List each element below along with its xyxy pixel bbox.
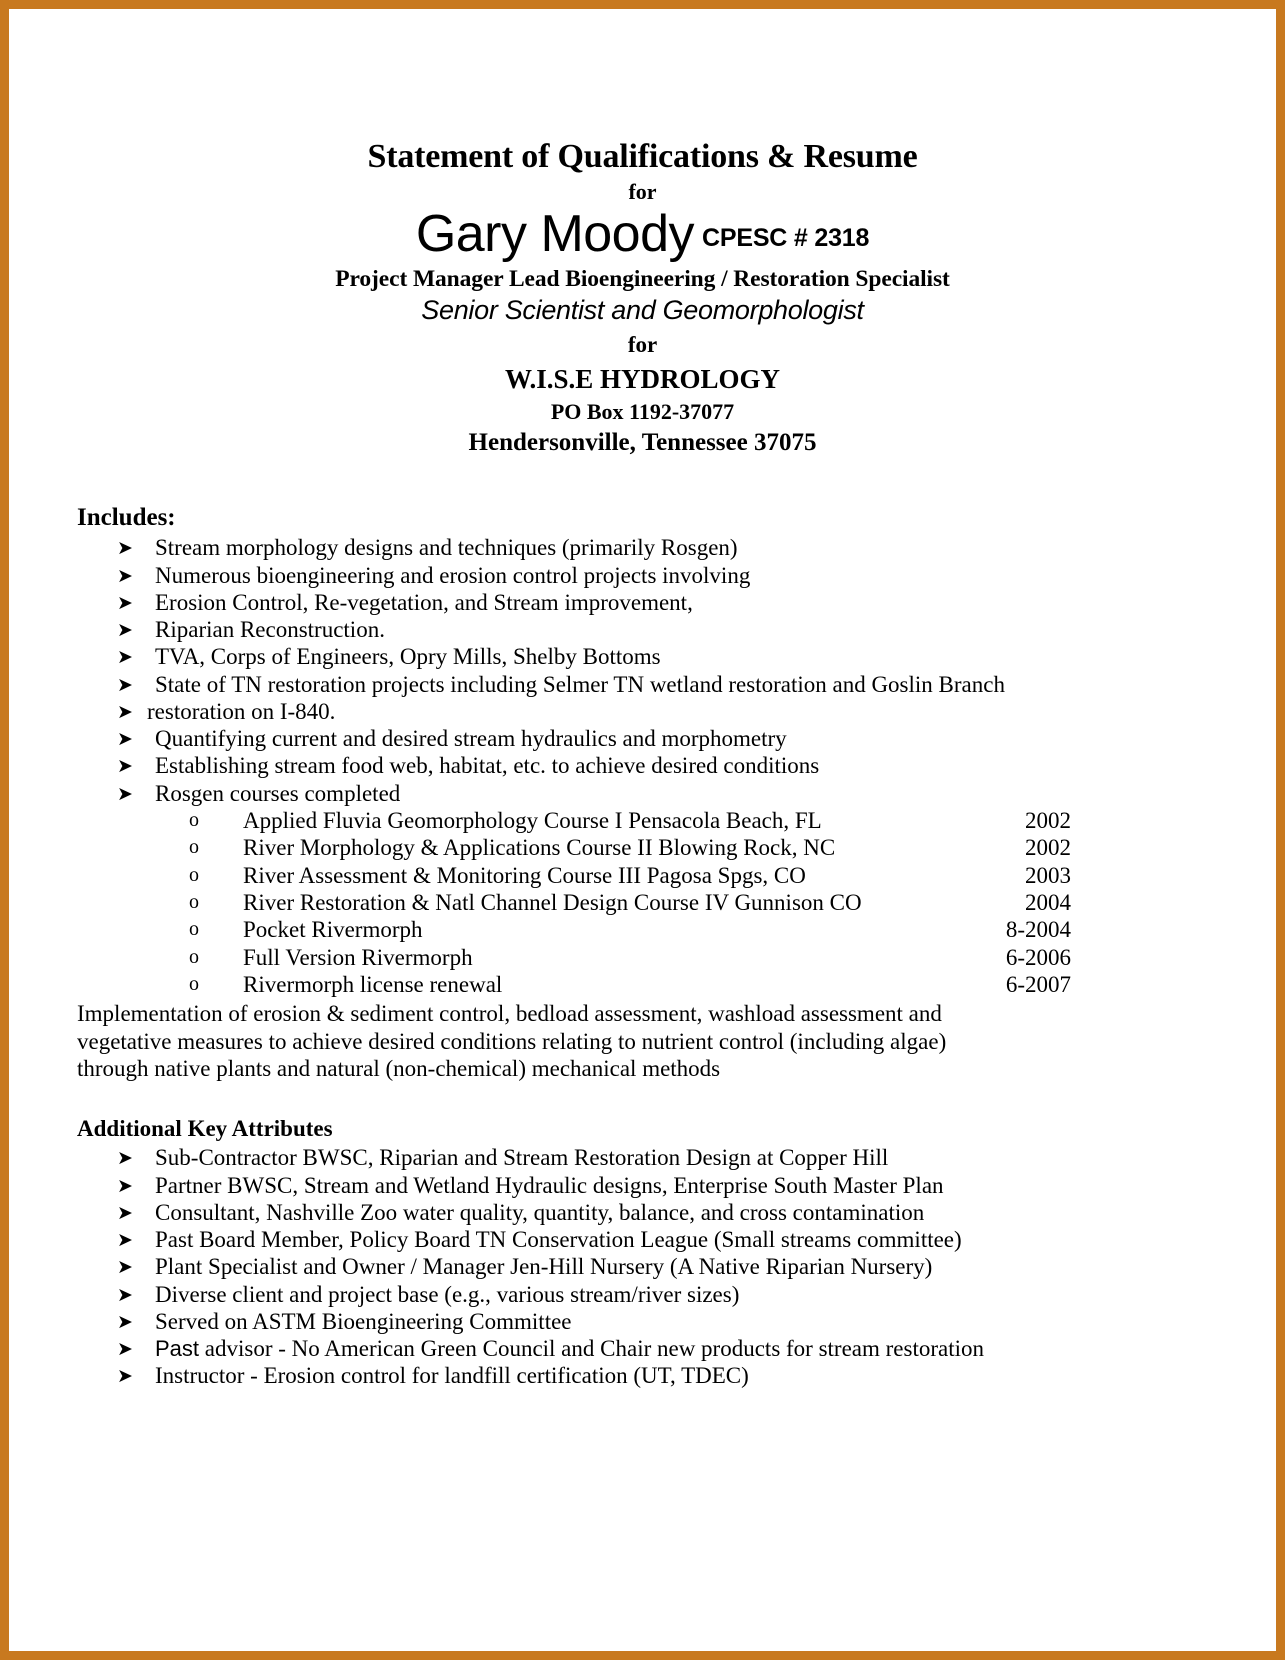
- arrow-bullet-icon: ➤: [117, 537, 133, 560]
- course-row: [71, 862, 1214, 889]
- list-item-label: Partner BWSC, Stream and Wetland Hydraulic designs, Enterprise South Master Plan: [155, 1172, 944, 1198]
- course-year: 2002: [1025, 807, 1071, 833]
- document-body: [11, 11, 1274, 1390]
- arrow-bullet-icon: ➤: [117, 646, 133, 669]
- list-item: [71, 752, 1214, 779]
- implementation-paragraph: [71, 1000, 1214, 1082]
- additional-key-attributes-list: [71, 1144, 1214, 1389]
- circle-bullet-icon: o: [189, 808, 199, 831]
- arrow-bullet-icon: ➤: [117, 564, 133, 587]
- list-item-label: State of TN restoration projects including Selmer TN wetland restoration and Goslin Branch: [155, 671, 1005, 697]
- candidate-name-line: [71, 204, 1214, 263]
- course-name: River Morphology & Applications Course II Blowing Rock, NC: [243, 835, 836, 861]
- circle-bullet-icon: o: [189, 836, 199, 859]
- arrow-bullet-icon: ➤: [117, 1365, 133, 1388]
- list-item: [71, 1144, 1214, 1171]
- for-label-bottom: for: [627, 331, 658, 357]
- additional-key-attributes-heading: Additional Key Attributes: [77, 1116, 333, 1142]
- list-item: [71, 671, 1214, 698]
- list-item: [71, 562, 1214, 589]
- list-item-label: Stream morphology designs and techniques (primarily Rosgen): [155, 535, 738, 561]
- rosgen-courses-list: [71, 807, 1214, 999]
- certification-number: CPESC # 2318: [702, 223, 870, 252]
- arrow-bullet-icon: ➤: [117, 782, 133, 805]
- list-item-label: Erosion Control, Re-vegetation, and Stream improvement,: [155, 589, 693, 615]
- list-item: [71, 725, 1214, 752]
- includes-heading: Includes:: [77, 504, 176, 532]
- course-year: 2003: [1025, 862, 1071, 888]
- paragraph-line: vegetative measures to achieve desired conditions relating to nutrient control (including algae): [77, 1028, 947, 1054]
- list-item-label: restoration on I-840.: [147, 698, 336, 724]
- arrow-bullet-icon: ➤: [117, 1147, 133, 1170]
- list-item-label: advisor - No American Green Council and Chair new products for stream restoration: [199, 1336, 984, 1362]
- arrow-bullet-icon: ➤: [117, 755, 133, 778]
- list-item: [71, 1172, 1214, 1199]
- document-page: [9, 9, 1276, 1651]
- list-item-label: Sub-Contractor BWSC, Riparian and Stream Restoration Design at Copper Hill: [155, 1145, 889, 1171]
- course-row: [71, 944, 1214, 971]
- course-row: [71, 807, 1214, 834]
- course-name: Full Version Rivermorph: [243, 944, 473, 970]
- list-item-label: Consultant, Nashville Zoo water quality, quantity, balance, and cross contamination: [155, 1199, 925, 1225]
- candidate-name: Gary Moody: [415, 204, 695, 263]
- list-item-label: Past Board Member, Policy Board TN Conservation League (Small streams committee): [155, 1227, 962, 1253]
- arrow-bullet-icon: ➤: [117, 673, 133, 696]
- list-item-label: Plant Specialist and Owner / Manager Jen-Hill Nursery (A Native Riparian Nursery): [155, 1254, 933, 1280]
- list-item: [71, 534, 1214, 561]
- list-item: [71, 698, 1214, 725]
- course-name: River Assessment & Monitoring Course III Pagosa Spgs, CO: [243, 862, 806, 888]
- list-item: [71, 780, 1214, 807]
- circle-bullet-icon: o: [189, 945, 199, 968]
- circle-bullet-icon: o: [189, 863, 199, 886]
- for-label-top: for: [628, 179, 657, 205]
- list-item-emphasis: Past: [155, 1336, 200, 1362]
- arrow-bullet-icon: ➤: [117, 1256, 133, 1279]
- course-year: 6-2007: [1005, 972, 1071, 998]
- city-state-zip-line: Hendersonville, Tennessee 37075: [468, 429, 817, 457]
- arrow-bullet-icon: ➤: [117, 1229, 133, 1252]
- arrow-bullet-icon: ➤: [117, 1310, 133, 1333]
- list-item-label: Served on ASTM Bioengineering Committee: [155, 1308, 572, 1334]
- arrow-bullet-icon: ➤: [117, 700, 133, 723]
- course-row: [71, 834, 1214, 861]
- list-item-label: Instructor - Erosion control for landfill certification (UT, TDEC): [155, 1363, 749, 1389]
- course-name: Rivermorph license renewal: [243, 972, 503, 998]
- course-year: 8-2004: [1005, 917, 1071, 943]
- po-box-line: PO Box 1192-37077: [550, 398, 735, 424]
- resume-header: [71, 11, 1214, 458]
- course-row: [71, 971, 1214, 998]
- list-item: [71, 1335, 1214, 1362]
- list-item-label: Riparian Reconstruction.: [155, 617, 385, 643]
- list-item-label: TVA, Corps of Engineers, Opry Mills, Shelby Bottoms: [155, 644, 661, 670]
- list-item-label: Establishing stream food web, habitat, etc. to achieve desired conditions: [155, 753, 820, 779]
- list-item: [71, 1281, 1214, 1308]
- organization-name: W.I.S.E HYDROLOGY: [504, 363, 781, 394]
- paragraph-line: Implementation of erosion & sediment control, bedload assessment, washload assessment and: [77, 1001, 942, 1027]
- arrow-bullet-icon: ➤: [117, 1201, 133, 1224]
- list-item: [71, 1226, 1214, 1253]
- course-row: [71, 916, 1214, 943]
- course-year: 2002: [1025, 835, 1071, 861]
- includes-list: [71, 534, 1214, 807]
- list-item: [71, 616, 1214, 643]
- course-year: 2004: [1025, 889, 1071, 915]
- page-title: Statement of Qualifications & Resume: [367, 138, 918, 175]
- job-role: Project Manager Lead Bioengineering / Restoration Specialist: [335, 265, 950, 292]
- arrow-bullet-icon: ➤: [117, 591, 133, 614]
- course-name: Applied Fluvia Geomorphology Course I Pensacola Beach, FL: [243, 807, 822, 833]
- list-item: [71, 1308, 1214, 1335]
- list-item-label: Diverse client and project base (e.g., various stream/river sizes): [155, 1281, 740, 1307]
- list-item-label: Numerous bioengineering and erosion control projects involving: [155, 562, 751, 588]
- circle-bullet-icon: o: [189, 973, 199, 996]
- list-item: [71, 589, 1214, 616]
- course-name: Pocket Rivermorph: [243, 917, 423, 943]
- course-year: 6-2006: [1005, 944, 1071, 970]
- list-item-label: Quantifying current and desired stream hydraulics and morphometry: [155, 726, 787, 752]
- list-item: [71, 1362, 1214, 1389]
- list-item: [71, 643, 1214, 670]
- arrow-bullet-icon: ➤: [117, 728, 133, 751]
- arrow-bullet-icon: ➤: [117, 619, 133, 642]
- course-name: River Restoration & Natl Channel Design Course IV Gunnison CO: [243, 889, 862, 915]
- arrow-bullet-icon: ➤: [117, 1338, 133, 1361]
- job-subrole: Senior Scientist and Geomorphologist: [421, 295, 864, 326]
- arrow-bullet-icon: ➤: [117, 1174, 133, 1197]
- course-row: [71, 889, 1214, 916]
- arrow-bullet-icon: ➤: [117, 1283, 133, 1306]
- circle-bullet-icon: o: [189, 890, 199, 913]
- paragraph-line: through native plants and natural (non-chemical) mechanical methods: [77, 1056, 721, 1082]
- circle-bullet-icon: o: [189, 918, 199, 941]
- list-item-label: Rosgen courses completed: [155, 780, 401, 806]
- list-item: [71, 1199, 1214, 1226]
- list-item: [71, 1253, 1214, 1280]
